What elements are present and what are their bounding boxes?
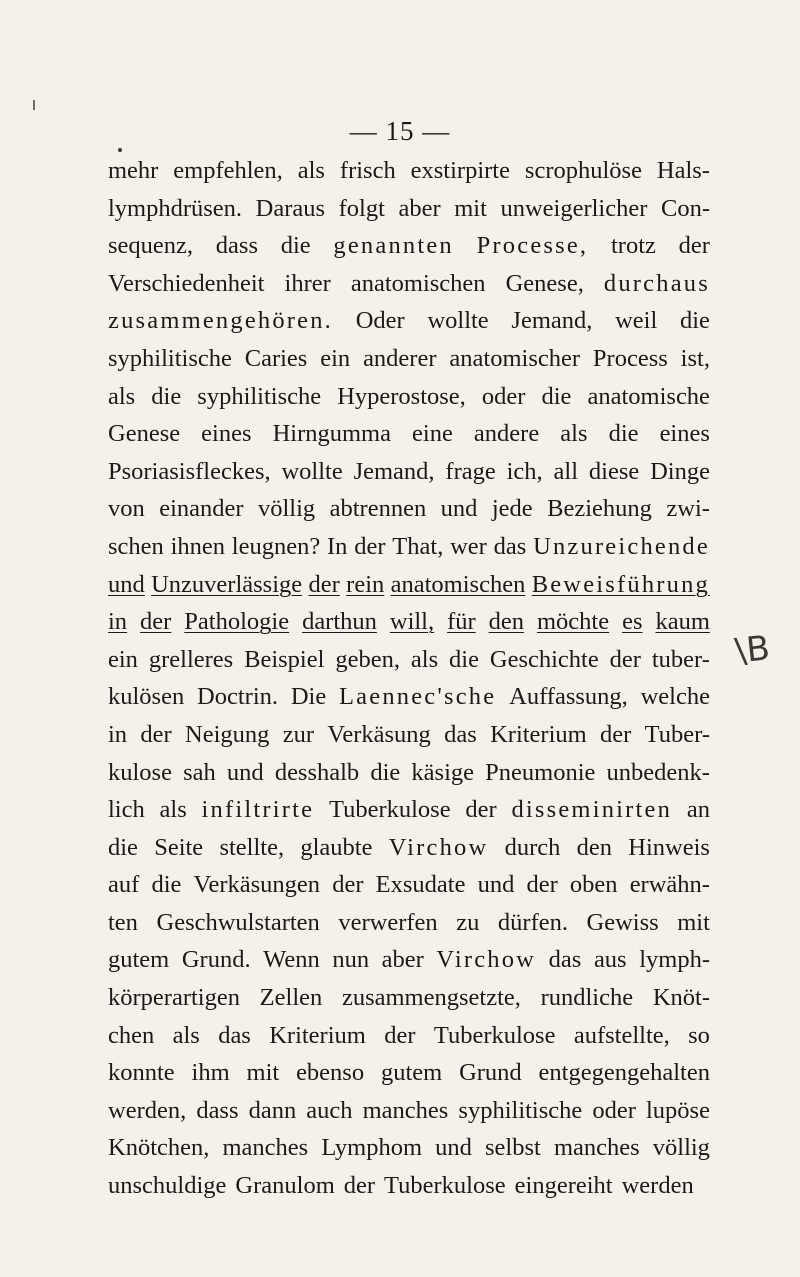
word: lich [108, 796, 145, 824]
word: der [354, 532, 386, 560]
word: Gewiss [586, 908, 659, 936]
word: ten [108, 908, 138, 936]
word: als [297, 157, 325, 184]
word: Granulom [235, 1172, 335, 1200]
word: Virchow [388, 833, 489, 861]
word: lymphdrüsen. [108, 194, 243, 222]
word: rundliche [540, 984, 634, 1012]
word: und [108, 570, 145, 598]
word: jede [491, 495, 533, 523]
text-line [108, 152, 710, 190]
word: desshalb [274, 758, 360, 786]
word: syphilitische [458, 1096, 583, 1124]
word: wer [450, 532, 487, 560]
word: der [140, 720, 172, 748]
word: manches [553, 1134, 640, 1162]
page-number: — 15 — [349, 116, 451, 146]
word: Jemand, [511, 307, 593, 335]
word: rein [346, 570, 385, 598]
word: Auffassung, [509, 683, 628, 711]
word: ein [108, 645, 138, 673]
word: will, [389, 608, 435, 636]
word: zusammengsetzte, [341, 984, 521, 1012]
word: tuber- [651, 645, 710, 673]
text-line [108, 566, 710, 604]
word: auf [108, 871, 140, 899]
word: Geschwulstarten [156, 908, 320, 936]
word: Tuberkulose [384, 1172, 506, 1200]
word: eines [659, 420, 710, 448]
word: disseminirten [511, 796, 673, 824]
word: eine [412, 420, 453, 448]
word: That, [392, 532, 444, 560]
word: Con- [660, 194, 710, 222]
word: welche [640, 683, 710, 711]
text-line [108, 979, 710, 1017]
word: Beziehung [547, 495, 652, 523]
word: der [609, 645, 641, 673]
word: Hirngumma [272, 420, 391, 448]
word: mit [454, 194, 487, 222]
word: unweigerlicher [500, 194, 648, 222]
word: oder [481, 382, 526, 410]
text-line [108, 227, 710, 265]
word: Verkäsung [327, 720, 431, 748]
word: weil [615, 307, 658, 335]
word: Genese [108, 420, 181, 448]
handwritten-margin-note: \B [733, 628, 772, 672]
word: erwähn- [629, 871, 710, 899]
word: mit [246, 1059, 280, 1087]
word: der [678, 232, 710, 260]
text-line [108, 1092, 710, 1130]
body-text [108, 152, 710, 1205]
word: Hyperostose, [337, 382, 466, 410]
word: Knöt- [652, 984, 710, 1012]
word: und [440, 495, 478, 523]
word: Verschiedenheit [108, 269, 265, 297]
word: der [526, 871, 558, 899]
word: verwerfen [338, 908, 438, 936]
text-line [108, 641, 710, 679]
word: durchaus [603, 269, 710, 297]
word: Unzureichende [533, 532, 710, 560]
word: den [488, 608, 525, 636]
text-line [108, 678, 710, 716]
word: das [493, 532, 527, 560]
word: unbedenk- [606, 758, 710, 786]
word: Seite [154, 833, 204, 861]
word: möchte [536, 608, 610, 636]
text-line [108, 791, 710, 829]
word: Process [592, 344, 668, 372]
word: all [553, 457, 579, 485]
word: sah [183, 758, 216, 786]
text-line [108, 453, 710, 491]
word: Die [290, 683, 327, 711]
word: Lymphom [321, 1134, 423, 1162]
word: der [332, 871, 364, 899]
word: aber [381, 946, 424, 974]
word: die [608, 420, 639, 448]
word: Unzuverlässige [151, 570, 303, 598]
word: In [327, 532, 348, 560]
text-line [108, 941, 710, 979]
word: der [343, 1172, 376, 1200]
margin-tick-mark [33, 100, 35, 110]
word: syphilitische [197, 382, 322, 410]
word: zu [456, 908, 480, 936]
text-line [108, 866, 710, 904]
word: andere [473, 420, 540, 448]
word: zusammengehören. [108, 307, 334, 335]
word: entgegengehalten [538, 1059, 710, 1087]
word: zur [282, 720, 315, 748]
word: kaum [655, 608, 710, 636]
text-line [108, 1129, 710, 1167]
word: Tuber- [644, 720, 710, 748]
text-line [108, 190, 710, 228]
word: kulösen [108, 683, 185, 711]
word: Kriterium [269, 1021, 366, 1049]
word: Daraus [255, 194, 326, 222]
word: der [308, 570, 340, 598]
word: dann [248, 1096, 297, 1124]
word: aus [593, 946, 627, 974]
text-line [108, 415, 710, 453]
word: grelleres [148, 645, 234, 673]
word: völlig [258, 495, 316, 523]
word: scrophulöse [524, 157, 642, 184]
word: zwi- [666, 495, 710, 523]
word: dürfen. [497, 908, 568, 936]
word: Oder [355, 307, 405, 335]
word: stellte, [219, 833, 285, 861]
word: als [159, 796, 187, 824]
word: darthun [302, 608, 377, 636]
word: mehr [108, 157, 159, 184]
word: völlig [652, 1134, 710, 1162]
text-line [108, 1054, 710, 1092]
text-line [108, 754, 710, 792]
word: lupöse [645, 1096, 710, 1124]
word: frage [445, 457, 496, 485]
word: oben [569, 871, 618, 899]
word: Zellen [259, 984, 323, 1012]
word: Exsudate [375, 871, 466, 899]
word: die [370, 758, 401, 786]
word: lymph- [639, 946, 710, 974]
word: nun [332, 946, 370, 974]
word: und [435, 1134, 472, 1162]
word: der [140, 608, 172, 636]
word: werden [621, 1172, 694, 1200]
word: infiltrirte [201, 796, 315, 824]
word: ihnen [170, 532, 226, 560]
word: Laennec'sche [339, 683, 497, 711]
word: und [477, 871, 515, 899]
text-line [108, 490, 710, 528]
word: exstirpirte [410, 157, 510, 184]
word: Wenn [263, 946, 320, 974]
word: Verkäsungen [193, 871, 321, 899]
word: Geschichte [489, 645, 599, 673]
word: wollte [427, 307, 489, 335]
word: für [447, 608, 476, 636]
word: anatomische [587, 382, 710, 410]
word: es [622, 608, 643, 636]
word: Pathologie [184, 608, 290, 636]
word: so [688, 1021, 710, 1049]
word: Grund. [181, 946, 251, 974]
word: an [686, 796, 710, 824]
word: die [280, 232, 311, 260]
word: in [108, 608, 128, 636]
word: dass [215, 232, 258, 260]
word: körperartigen [108, 984, 240, 1012]
text-line [108, 603, 710, 641]
word: Virchow [436, 946, 537, 974]
word: von [108, 495, 145, 523]
word: als [410, 645, 439, 673]
word: aufstellte, [573, 1021, 670, 1049]
word: in [108, 720, 128, 748]
word: eines [201, 420, 252, 448]
word: durch [504, 833, 561, 861]
text-line [108, 302, 710, 340]
word: gutem [380, 1059, 443, 1087]
word: die [151, 382, 182, 410]
word: das [444, 720, 477, 748]
word: chen [108, 1021, 155, 1049]
word: die [151, 871, 182, 899]
word: geben, [335, 645, 400, 673]
word: werden, [108, 1096, 187, 1124]
word: die [541, 382, 572, 410]
text-line [108, 1167, 710, 1205]
text-line [108, 528, 710, 566]
word: Hals- [656, 157, 710, 184]
word: Doctrin. [197, 683, 278, 711]
word: der [384, 1021, 416, 1049]
word: ihrer [284, 269, 331, 297]
word: und [226, 758, 264, 786]
word: frisch [339, 157, 396, 184]
word: wollte [281, 457, 343, 485]
word: anatomischen [350, 269, 486, 297]
word: abtrennen [329, 495, 427, 523]
word: der [465, 796, 497, 824]
text-line [108, 340, 710, 378]
word: Genese, [505, 269, 584, 297]
word: ihm [191, 1059, 230, 1087]
word: syphilitische [108, 344, 232, 372]
word: anatomischen [390, 570, 526, 598]
word: dass [196, 1096, 239, 1124]
word: selbst [485, 1134, 541, 1162]
word: Psoriasisfleckes, [108, 457, 271, 485]
word: Tuberkulose [328, 796, 451, 824]
word: trotz [611, 232, 656, 260]
word: anderer [363, 344, 437, 372]
word: Neigung [185, 720, 270, 748]
word: eingereiht [514, 1172, 613, 1200]
word: als [560, 420, 588, 448]
word: die [108, 833, 138, 861]
word: ebenso [296, 1059, 365, 1087]
word: empfehlen, [173, 157, 283, 184]
word: die [449, 645, 479, 673]
word: auch [306, 1096, 353, 1124]
word: sequenz, [108, 232, 194, 260]
word: Beweisführung [531, 570, 710, 598]
word: glaubte [300, 833, 373, 861]
word: ist, [680, 344, 710, 372]
word: schen [108, 532, 164, 560]
text-line [108, 716, 710, 754]
word: manches [362, 1096, 449, 1124]
word: Pneumonie [485, 758, 596, 786]
word: Kriterium [490, 720, 587, 748]
word: gutem [108, 946, 170, 974]
word: Caries [244, 344, 308, 372]
word: das [548, 946, 582, 974]
word: Beispiel [244, 645, 325, 673]
word: Processe, [476, 232, 589, 260]
word: diese [588, 457, 640, 485]
word: Jemand, [353, 457, 435, 485]
word: als [172, 1021, 200, 1049]
word: unschuldige [108, 1172, 227, 1200]
word: einander [159, 495, 244, 523]
word: Grund [459, 1059, 522, 1087]
word: konnte [108, 1059, 175, 1087]
word: ich, [506, 457, 543, 485]
word: oder [592, 1096, 636, 1124]
word: aber [398, 194, 441, 222]
word: Knötchen, [108, 1134, 210, 1162]
text-line [108, 904, 710, 942]
text-line [108, 829, 710, 867]
word: ein [320, 344, 351, 372]
word: den [576, 833, 613, 861]
word: folgt [338, 194, 385, 222]
word: leugnen? [231, 532, 321, 560]
word: mit [677, 908, 710, 936]
word: anatomischer [449, 344, 581, 372]
word: manches [222, 1134, 309, 1162]
word: Tuberkulose [433, 1021, 556, 1049]
word: genannten [333, 232, 454, 260]
word: als [108, 382, 136, 410]
word: die [680, 307, 710, 335]
text-line [108, 378, 710, 416]
word: Dinge [650, 457, 710, 485]
text-line [108, 265, 710, 303]
word: käsige [411, 758, 474, 786]
word: Hinweis [628, 833, 710, 861]
text-line [108, 1017, 710, 1055]
word: kulose [108, 758, 172, 786]
word: der [600, 720, 632, 748]
word: das [218, 1021, 251, 1049]
